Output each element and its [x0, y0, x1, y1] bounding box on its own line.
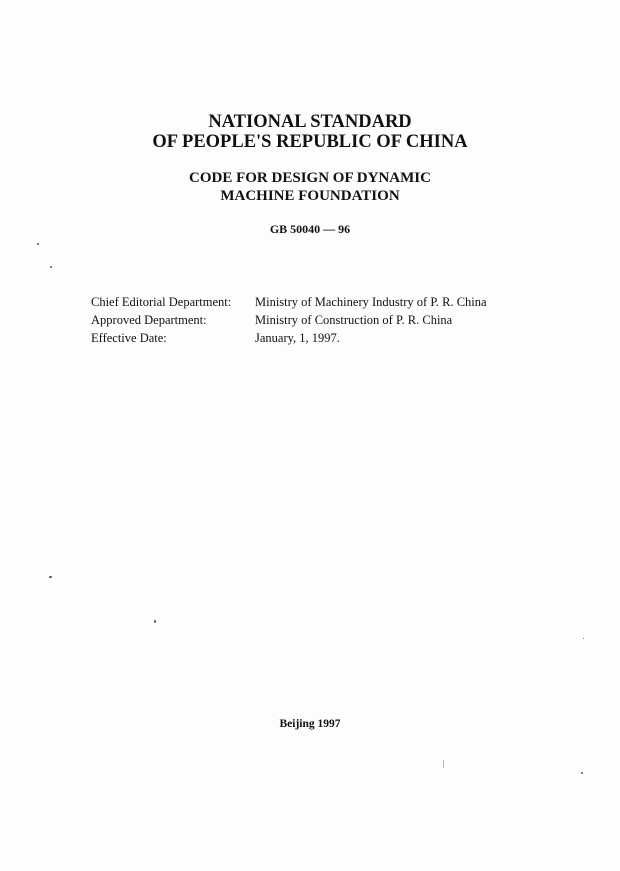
- info-value: Ministry of Construction of P. R. China: [255, 313, 453, 327]
- code-title-line1: CODE FOR DESIGN OF DYNAMIC: [189, 170, 431, 186]
- scan-speck: [443, 760, 444, 768]
- code-title-line2: MACHINE FOUNDATION: [220, 188, 400, 204]
- publication-place-year: Beijing 1997: [279, 718, 341, 730]
- code-number: GB 50040 — 96: [269, 222, 351, 236]
- standard-title-line1: NATIONAL STANDARD: [208, 112, 412, 132]
- scan-speck: [581, 772, 583, 774]
- info-table: [91, 293, 487, 347]
- info-label: Effective Date:: [91, 331, 167, 345]
- info-label: Chief Editorial Department:: [91, 295, 232, 309]
- scan-speck: [37, 243, 39, 245]
- info-row: [91, 329, 487, 347]
- info-label: Approved Department:: [91, 313, 207, 327]
- info-value: Ministry of Machinery Industry of P. R. China: [255, 295, 487, 309]
- standard-title-line2: OF PEOPLE'S REPUBLIC OF CHINA: [152, 132, 468, 152]
- scan-speck: [49, 576, 52, 578]
- scan-speck: [583, 638, 584, 639]
- info-value: January, 1, 1997.: [255, 331, 340, 345]
- info-row: [91, 293, 487, 311]
- scan-speck: [154, 620, 156, 623]
- scan-speck: [50, 266, 52, 268]
- info-row: [91, 311, 487, 329]
